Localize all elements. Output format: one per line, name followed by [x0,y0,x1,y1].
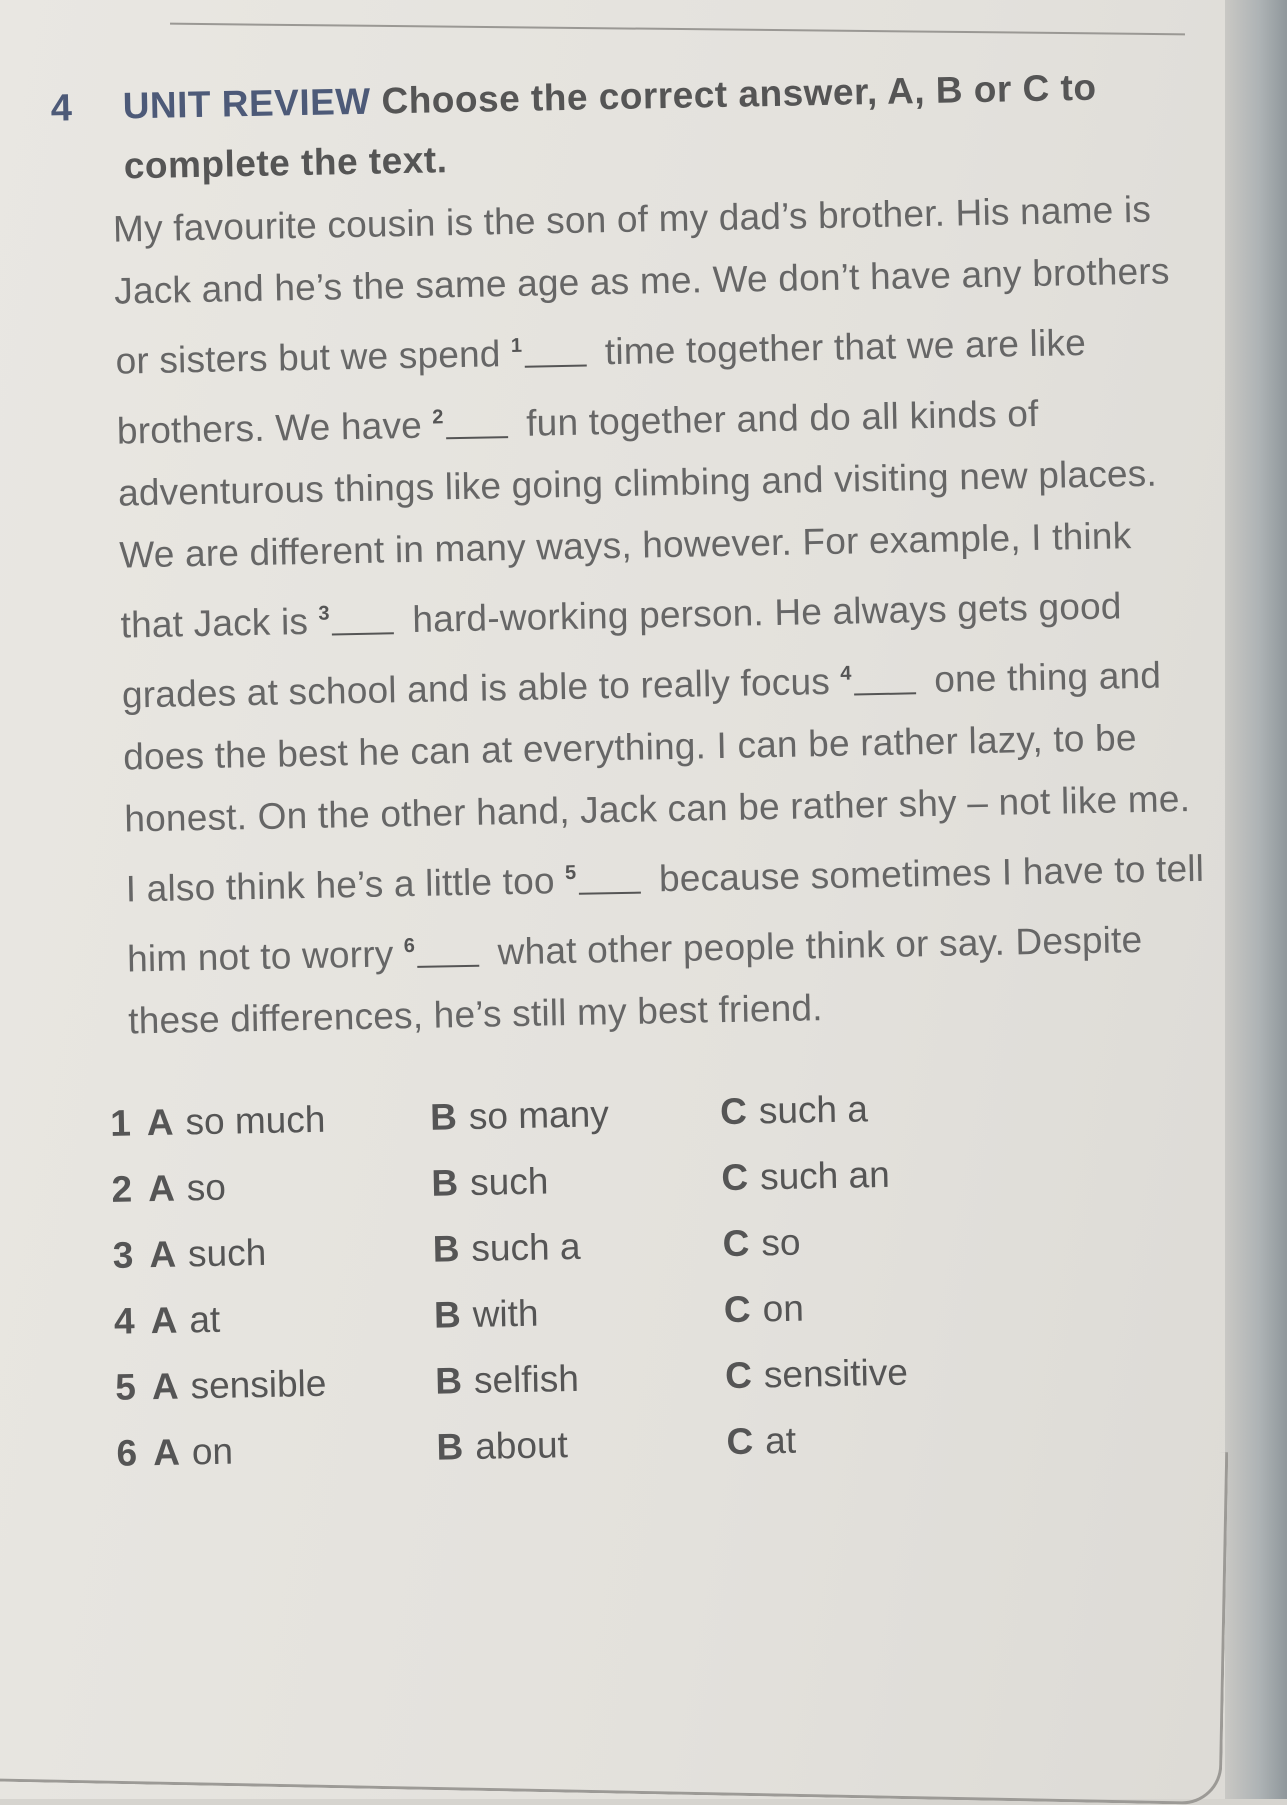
option-a [110,1099,326,1145]
option-text: at [188,1298,221,1341]
option-text: such an [759,1153,891,1198]
reading-passage [112,178,1208,1053]
option-letter: C [723,1288,752,1331]
option-text: on [762,1287,805,1330]
answer-options [110,1081,1237,1498]
option-c [721,1154,890,1199]
option-a [112,1232,266,1277]
option-letter: C [724,1354,753,1397]
option-a [111,1167,226,1211]
option-letter: B [431,1162,459,1204]
option-letter: A [152,1431,181,1474]
option-letter: C [722,1222,750,1265]
option-b [432,1226,581,1271]
option-b [431,1160,549,1204]
option-text: at [764,1419,797,1462]
option-c [720,1088,869,1133]
option-letter: A [148,1233,177,1276]
option-letter: A [146,1101,174,1144]
gap-number: 1 [510,334,523,358]
option-b [435,1358,579,1403]
option-text: sensible [190,1362,327,1407]
option-letter: A [151,1365,179,1408]
option-letter: B [433,1294,462,1336]
option-letter: C [719,1090,748,1133]
gap-line [417,964,479,968]
page-edge [1225,0,1287,1799]
option-letter: C [726,1420,754,1463]
question-number: 3 [112,1234,134,1276]
question-number: 6 [116,1432,138,1474]
question-number: 4 [113,1300,136,1342]
option-text: so many [468,1093,610,1137]
divider-line [170,23,1185,36]
gap-number: 6 [403,934,416,958]
option-c [726,1420,796,1463]
gap-line [525,364,587,368]
exercise-instruction: Choose the correct answer, A, B or C to complete the text. [123,66,1097,187]
exercise-label: UNIT REVIEW [122,80,372,127]
option-b [430,1093,609,1138]
gap-5 [564,840,649,912]
option-text: about [474,1424,569,1467]
option-letter: B [429,1096,458,1138]
question-number: 5 [114,1366,137,1408]
gap-4 [840,641,925,713]
option-text: selfish [473,1357,580,1401]
option-text: so [186,1166,227,1209]
gap-number: 4 [840,662,852,685]
option-text: such [187,1231,267,1275]
passage-text: what other people think or say. Despite these differences, he’s still my best friend. [127,919,1143,1042]
question-number: 2 [111,1168,133,1210]
option-letter: B [432,1228,460,1270]
gap-1 [510,313,595,385]
gap-line [579,891,641,895]
option-a [116,1431,233,1475]
option-a [115,1363,327,1409]
option-text: on [191,1430,234,1473]
gap-number: 5 [564,861,577,885]
gap-number: 3 [318,602,330,625]
option-text: with [472,1292,539,1335]
option-c [725,1352,908,1397]
option-c [724,1288,805,1332]
option-c [722,1222,801,1265]
option-text: so [760,1221,801,1264]
question-number: 1 [109,1102,132,1144]
option-letter: B [436,1426,464,1468]
passage-text: because sometimes I have to tell him not to worry [126,847,1205,980]
exercise-title [122,55,1214,196]
option-text: such a [758,1088,869,1132]
option-b [434,1293,539,1337]
option-a [114,1299,221,1343]
option-b [436,1424,568,1469]
option-text: such a [471,1225,581,1269]
passage-text: one thing and does the best he can at everything. I can be rather lazy, to be honest. On the other hand, Jack can be rather shy – not like me. I also think he’s a little too [122,654,1191,910]
option-letter: C [720,1156,749,1199]
passage-text: fun together and do all kinds of adventurous things like going climbing and visiting new places. We are different in many ways, however. For example, I think that Jack is [117,392,1158,646]
gap-3 [318,581,403,653]
passage-text: hard-working person. He always gets good grades at school and is able to really focus [121,585,1122,716]
gap-number: 2 [432,406,444,429]
passage-text: My favourite cousin is the son of my dad’s brother. His name is Jack and he’s the same age as me. We don’t have any brothers or sisters but we spend [112,188,1170,382]
exercise-heading [40,48,1212,200]
exercise-number: 4 [50,87,73,130]
option-text: such [469,1160,549,1203]
option-text: so much [185,1098,326,1143]
gap-line [332,631,394,635]
gap-line [446,435,508,439]
option-letter: A [147,1167,176,1210]
gap-6 [403,914,488,986]
gap-line [854,691,916,695]
exercise-content [40,48,1237,1500]
passage-text: time together that we are like brothers. We have [116,321,1087,452]
option-letter: B [434,1360,463,1402]
option-text: sensitive [763,1351,909,1396]
gap-2 [432,385,517,457]
option-letter: A [150,1299,178,1342]
